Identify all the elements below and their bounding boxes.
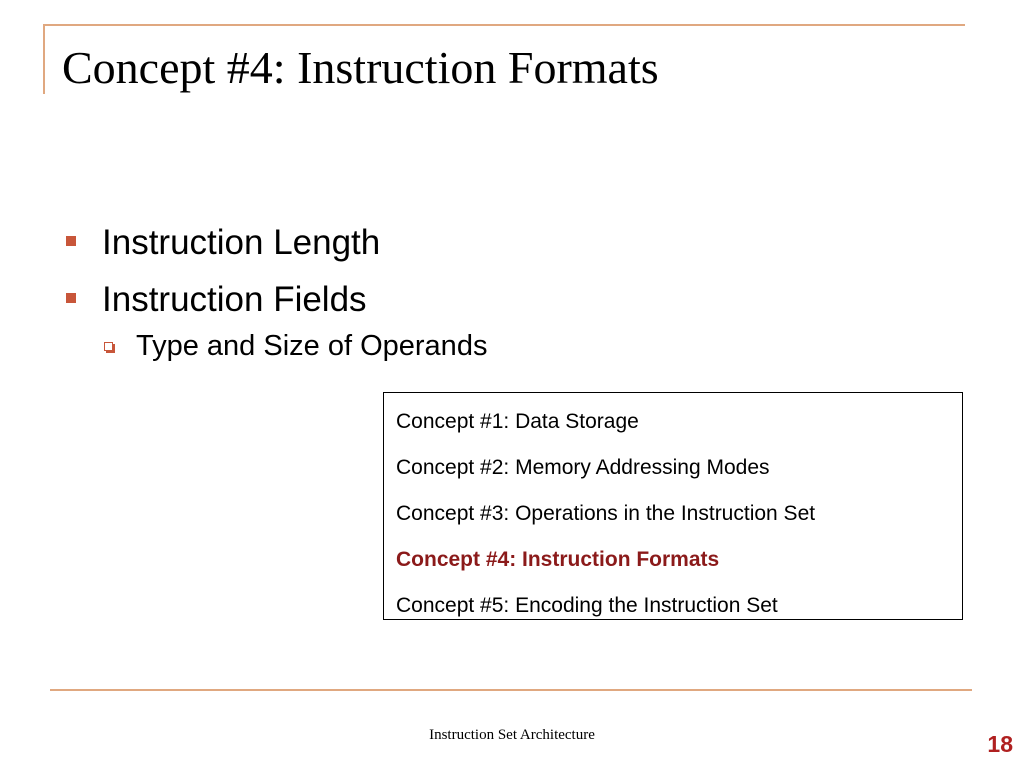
square-bullet-icon	[66, 236, 76, 246]
footer-title: Instruction Set Architecture	[429, 727, 595, 743]
footer-divider	[50, 689, 972, 691]
slide-title: Concept #4: Instruction Formats	[62, 42, 659, 93]
concept-item-4-current: Concept #4: Instruction Formats	[396, 548, 720, 571]
page-number: 18	[987, 731, 1013, 757]
concept-item-2: Concept #2: Memory Addressing Modes	[396, 456, 770, 479]
bullet-list	[62, 214, 380, 328]
square-bullet-icon	[66, 293, 76, 303]
bullet-label: Instruction Fields	[102, 280, 367, 319]
concept-list-box	[383, 392, 963, 620]
title-frame-left	[43, 24, 45, 94]
bullet-instruction-fields	[62, 271, 380, 328]
concept-item-3: Concept #3: Operations in the Instruction Set	[396, 502, 816, 525]
concept-item-1: Concept #1: Data Storage	[396, 410, 639, 433]
sub-bullet-operands	[100, 326, 487, 366]
title-frame-top	[43, 24, 965, 26]
bullet-instruction-length	[62, 214, 380, 271]
bullet-label: Instruction Length	[102, 223, 381, 262]
hollow-square-bullet-icon	[104, 342, 113, 351]
concept-item-5: Concept #5: Encoding the Instruction Set	[396, 594, 778, 617]
sub-bullet-label: Type and Size of Operands	[136, 330, 488, 362]
